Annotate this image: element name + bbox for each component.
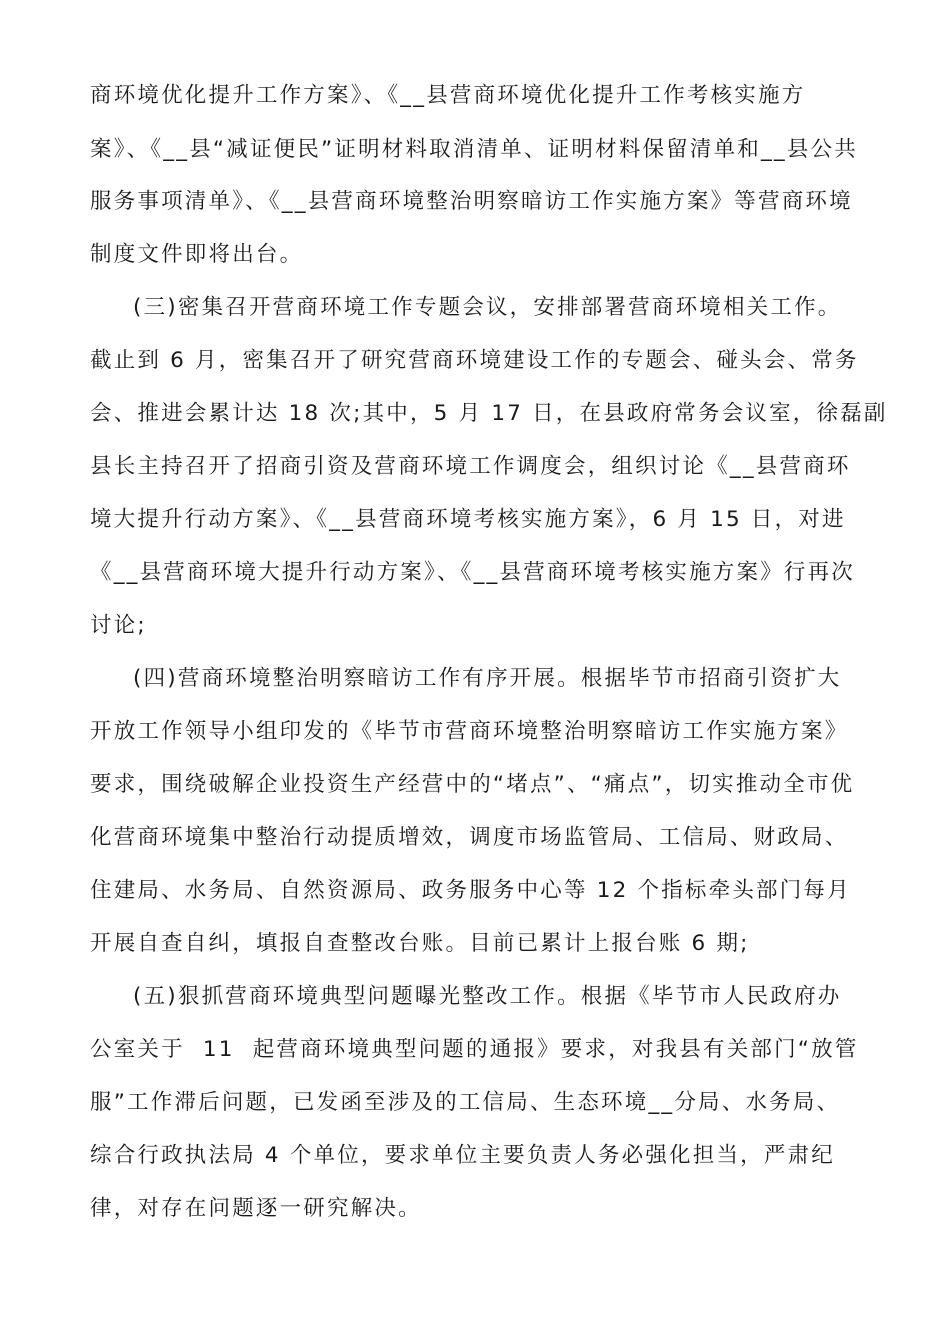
text-line: 公室关于 11 起营商环境典型问题的通报》要求，对我县有关部门“放管: [90, 1037, 859, 1062]
text-line: 制度文件即将出台。: [90, 242, 304, 267]
text-line: 会、推进会累计达 18 次;其中，5 月 17 日，在县政府常务会议室，徐磊副: [90, 401, 888, 426]
text-line: 案》、《__县“减证便民”证明材料取消清单、证明材料保留清单和__县公共: [90, 137, 858, 162]
text-line: 律，对存在问题逐一研究解决。: [90, 1196, 422, 1221]
text-line: 商环境优化提升工作方案》、《__县营商环境优化提升工作考核实施方: [90, 83, 806, 108]
paragraph-5-heading: (五)狠抓营商环境典型问题曝光整改工作。根据《毕节市人民政府办: [133, 984, 842, 1009]
text-line: 截止到 6 月，密集召开了研究营商环境建设工作的专题会、碰头会、常务: [90, 348, 859, 373]
text-line: 开放工作领导小组印发的《毕节市营商环境整治明察暗访工作实施方案》: [90, 719, 849, 744]
text-line: 开展自查自纠，填报自查整改台账。目前已累计上报台账 6 期;: [90, 931, 750, 956]
text-line: 综合行政执法局 4 个单位，要求单位主要负责人务必强化担当，严肃纪: [90, 1143, 835, 1168]
text-line: 服”工作滞后问题，已发函至涉及的工信局、生态环境__分局、水务局、: [90, 1090, 841, 1115]
paragraph-3-heading: (三)密集召开营商环境工作专题会议，安排部署营商环境相关工作。: [133, 295, 842, 320]
text-line: 服务事项清单》、《__县营商环境整治明察暗访工作实施方案》等营商环境: [90, 189, 853, 214]
text-line: 讨论;: [90, 613, 147, 638]
text-line: 《__县营商环境大提升行动方案》、《__县营商环境考核实施方案》行再次: [90, 560, 856, 585]
text-line: 境大提升行动方案》、《__县营商环境考核实施方案》，6 月 15 日，对进: [90, 507, 846, 532]
text-line: 要求，围绕破解企业投资生产经营中的“堵点”、“痛点”，切实推动全市优: [90, 772, 855, 797]
text-line: 住建局、水务局、自然资源局、政务服务中心等 12 个指标牵头部门每月: [90, 878, 851, 903]
paragraph-4-heading: (四)营商环境整治明察暗访工作有序开展。根据毕节市招商引资扩大: [133, 666, 842, 691]
text-line: 化营商环境集中整治行动提质增效，调度市场监管局、工信局、财政局、: [90, 825, 849, 850]
text-line: 县长主持召开了招商引资及营商环境工作调度会，组织讨论《__县营商环: [90, 454, 851, 479]
